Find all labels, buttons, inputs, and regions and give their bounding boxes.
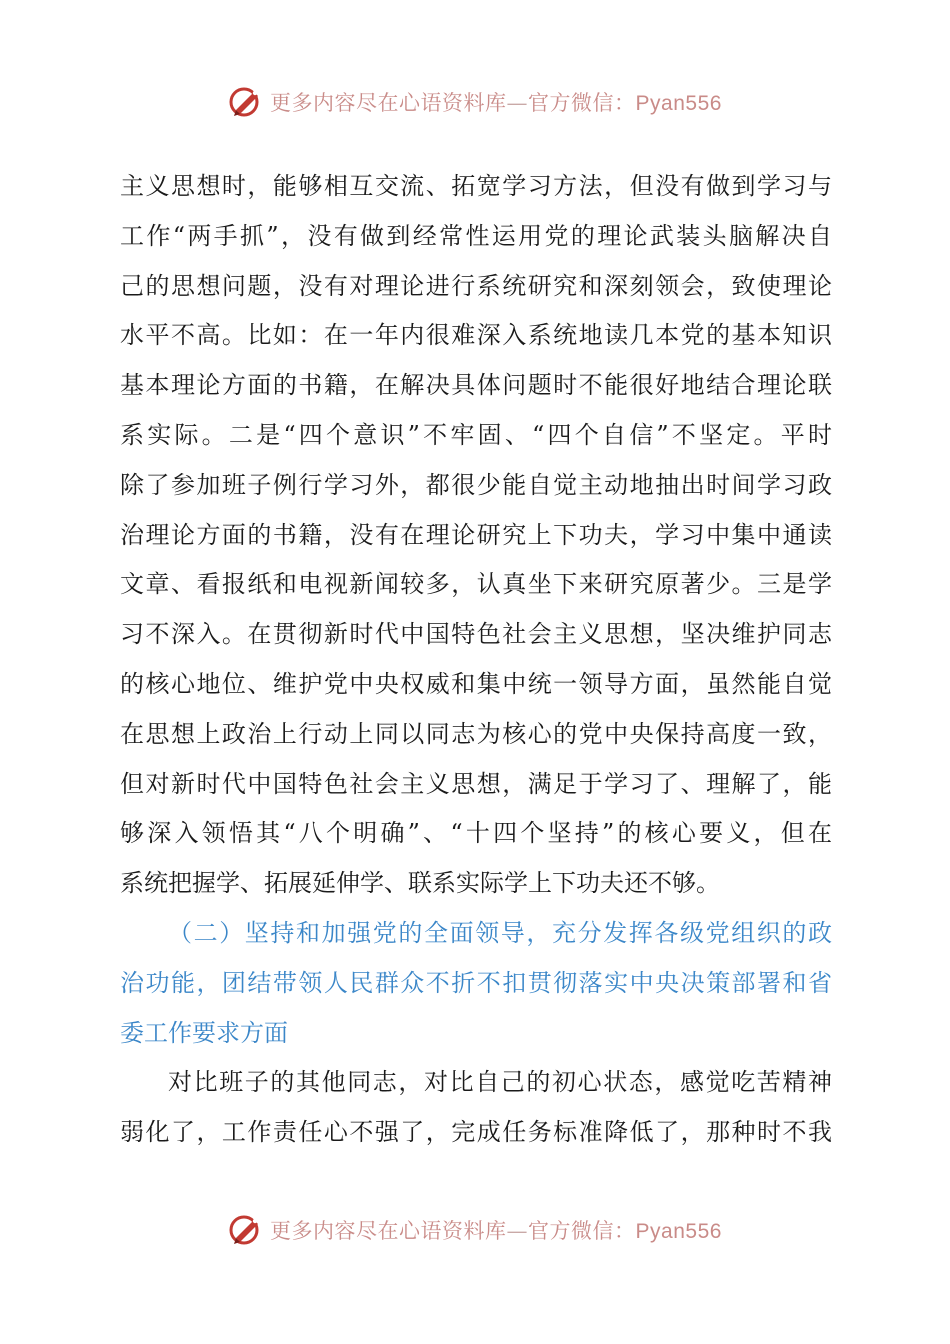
text-line: 的核心地位、维护党中央权威和集中统一领导方面，虽然能自觉	[120, 669, 832, 698]
text-line: 习不深入。在贯彻新时代中国特色社会主义思想，坚决维护同志	[120, 620, 832, 649]
text-line: 除了参加班子例行学习外，都很少能自觉主动地抽出时间学习政	[120, 470, 832, 499]
text-line: 文章、看报纸和电视新闻较多，认真坐下来研究原著少。三是学	[120, 570, 832, 599]
heading-line: 治功能，团结带领人民群众不折不扣贯彻落实中央决策部署和省	[120, 968, 832, 997]
pen-logo-icon	[228, 1212, 264, 1248]
paragraph-2	[120, 1058, 832, 1158]
text-line: 够深入领悟其“八个明确”、“十四个坚持”的核心要义，但在	[120, 819, 832, 848]
text-line: 系统把握学、拓展延伸学、联系实际学上下功夫还不够。	[120, 869, 720, 898]
paragraph-1	[120, 162, 832, 909]
heading-line: 委工作要求方面	[120, 1018, 288, 1047]
text-line: 基本理论方面的书籍，在解决具体问题时不能很好地结合理论联	[120, 371, 832, 400]
banner-text: 更多内容尽在心语资料库—官方微信：Pyan556	[270, 1219, 722, 1243]
footer-banner	[0, 1210, 950, 1250]
text-line: 主义思想时，能够相互交流、拓宽学习方法，但没有做到学习与	[120, 172, 832, 200]
text-line: 弱化了，工作责任心不强了，完成任务标准降低了，那种时不我	[120, 1118, 832, 1147]
section-heading	[120, 909, 832, 1058]
text-line: 在思想上政治上行动上同以同志为核心的党中央保持高度一致，	[120, 719, 832, 748]
text-line: 己的思想问题，没有对理论进行系统研究和深刻领会，致使理论	[120, 271, 832, 300]
banner-text: 更多内容尽在心语资料库—官方微信：Pyan556	[270, 91, 722, 115]
text-line: 系实际。二是“四个意识”不牢固、“四个自信”不坚定。平时	[120, 420, 832, 449]
text-line: 治理论方面的书籍，没有在理论研究上下功夫，学习中集中通读	[120, 520, 832, 549]
document-body	[120, 162, 832, 1158]
text-line: 但对新时代中国特色社会主义思想，满足于学习了、理解了，能	[120, 769, 832, 798]
header-banner	[0, 82, 950, 122]
pen-logo-icon	[228, 84, 264, 120]
text-line: 工作“两手抓”，没有做到经常性运用党的理论武装头脑解决自	[120, 221, 832, 250]
text-line: 水平不高。比如：在一年内很难深入系统地读几本党的基本知识	[120, 321, 832, 350]
heading-line: （二）坚持和加强党的全面领导，充分发挥各级党组织的政	[168, 918, 832, 947]
text-line: 对比班子的其他同志，对比自己的初心状态，感觉吃苦精神	[168, 1068, 832, 1097]
